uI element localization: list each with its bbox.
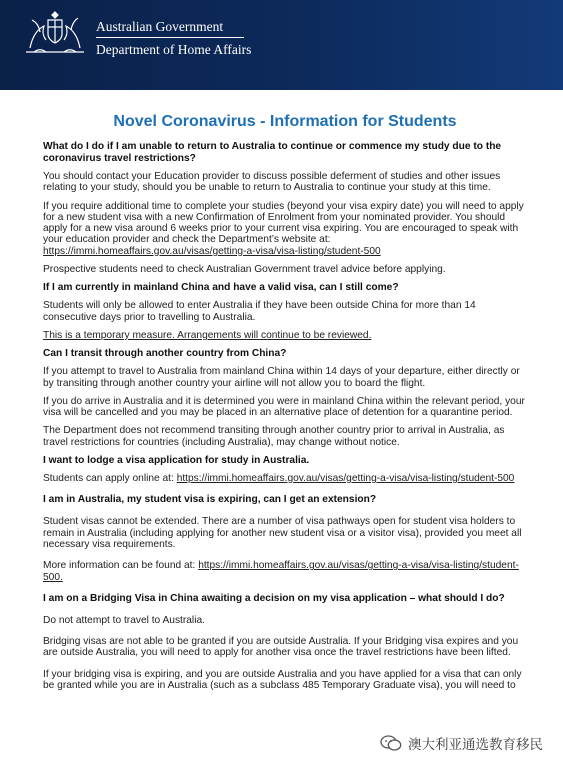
paragraph-text: More information can be found at: (43, 560, 196, 572)
wechat-watermark (380, 733, 543, 753)
answer-paragraph (43, 201, 527, 257)
document-title: Novel Coronavirus - Information for Students (113, 113, 457, 130)
student-visa-link[interactable]: https://immi.homeaffairs.gov.au/visas/getting-a-visa/visa-listing/student-500. (43, 560, 519, 583)
question-heading: Can I transit through another country from China? (43, 348, 287, 360)
answer-paragraph: If you attempt to travel to Australia from mainland China within 14 days of your departure, either directly or by transiting through another country your airline will not allow you to board the flight. (43, 366, 520, 389)
document-body (43, 113, 527, 698)
question-heading: I am in Australia, my student visa is expiring, can I get an extension? (43, 494, 377, 506)
gov-header (0, 0, 563, 90)
wechat-icon (380, 735, 402, 751)
answer-paragraph (43, 560, 527, 583)
question-heading: I am on a Bridging Visa in China awaiting a decision on my visa application – what should I do? (43, 592, 505, 604)
temporary-measure-note: This is a temporary measure. Arrangements will continue to be reviewed. (43, 329, 372, 341)
answer-paragraph: If you do arrive in Australia and it is determined you were in mainland China within the relevant period, your visa will be cancelled and you may be placed in an alternative place of detention for a quarantine period. (43, 395, 525, 419)
student-visa-link[interactable]: https://immi.homeaffairs.gov.au/visas/getting-a-visa/visa-listing/student-500 (43, 245, 381, 257)
question-heading: What do I do if I am unable to return to Australia to continue or commence my study due to the coronavirus travel restrictions? (43, 141, 502, 164)
government-name: Australian Government (96, 19, 224, 34)
answer-paragraph: Students will only be allowed to enter Australia if they have been outside China for more than 14 consecutive days prior to travelling to Australia. (43, 300, 476, 323)
watermark-text: 澳大利亚通选教育移民 (408, 737, 543, 753)
header-divider (96, 37, 244, 38)
department-name: Department of Home Affairs (96, 42, 252, 57)
answer-paragraph: Bridging visas are not able to be granted if you are outside Australia. If your Bridging visa expires and you are outside Australia, you will need to apply for another visa once the travel restrictions have been lifted. (43, 636, 519, 659)
paragraph-text: If you require additional time to complete your studies (beyond your visa expiry date) you will need to apply for a new student visa with a new Confirmation of Enrolment from your nominated provider. You should apply for a new visa around 6 weeks prior to your current visa expiring. You are encouraged to speak with your education provider and check the Department’s website at: (43, 200, 524, 246)
answer-paragraph: If your bridging visa is expiring, and you are outside Australia and you have applied for a visa that can only be granted while you are in Australia (such as a subclass 485 Temporary Graduate visa), you will need to (43, 668, 522, 692)
paragraph-text: Students can apply online at: (43, 473, 174, 485)
answer-paragraph: The Department does not recommend transiting through another country prior to arrival in Australia, as travel restrictions for countries (including Australia), may change without notice. (43, 425, 505, 448)
answer-paragraph (43, 473, 527, 484)
answer-paragraph: Do not attempt to travel to Australia. (43, 614, 205, 626)
answer-paragraph: Student visas cannot be extended. There are a number of visa pathways open for student visa holders to remain in Australia (including applying for another new student visa or a visitor visa), provided you meet all necessary visa requirements. (43, 516, 522, 550)
answer-paragraph: Prospective students need to check Australian Government travel advice before applying. (43, 264, 446, 276)
answer-paragraph: You should contact your Education provider to discuss possible deferment of studies and other issues relating to your study, should you be unable to return to Australia to continue your study at this time. (43, 171, 501, 194)
question-heading: I want to lodge a visa application for study in Australia. (43, 455, 310, 467)
question-heading: If I am currently in mainland China and have a valid visa, can I still come? (43, 282, 399, 294)
student-visa-link[interactable]: https://immi.homeaffairs.gov.au/visas/getting-a-visa/visa-listing/student-500 (176, 473, 515, 485)
coat-of-arms-icon (20, 8, 90, 56)
